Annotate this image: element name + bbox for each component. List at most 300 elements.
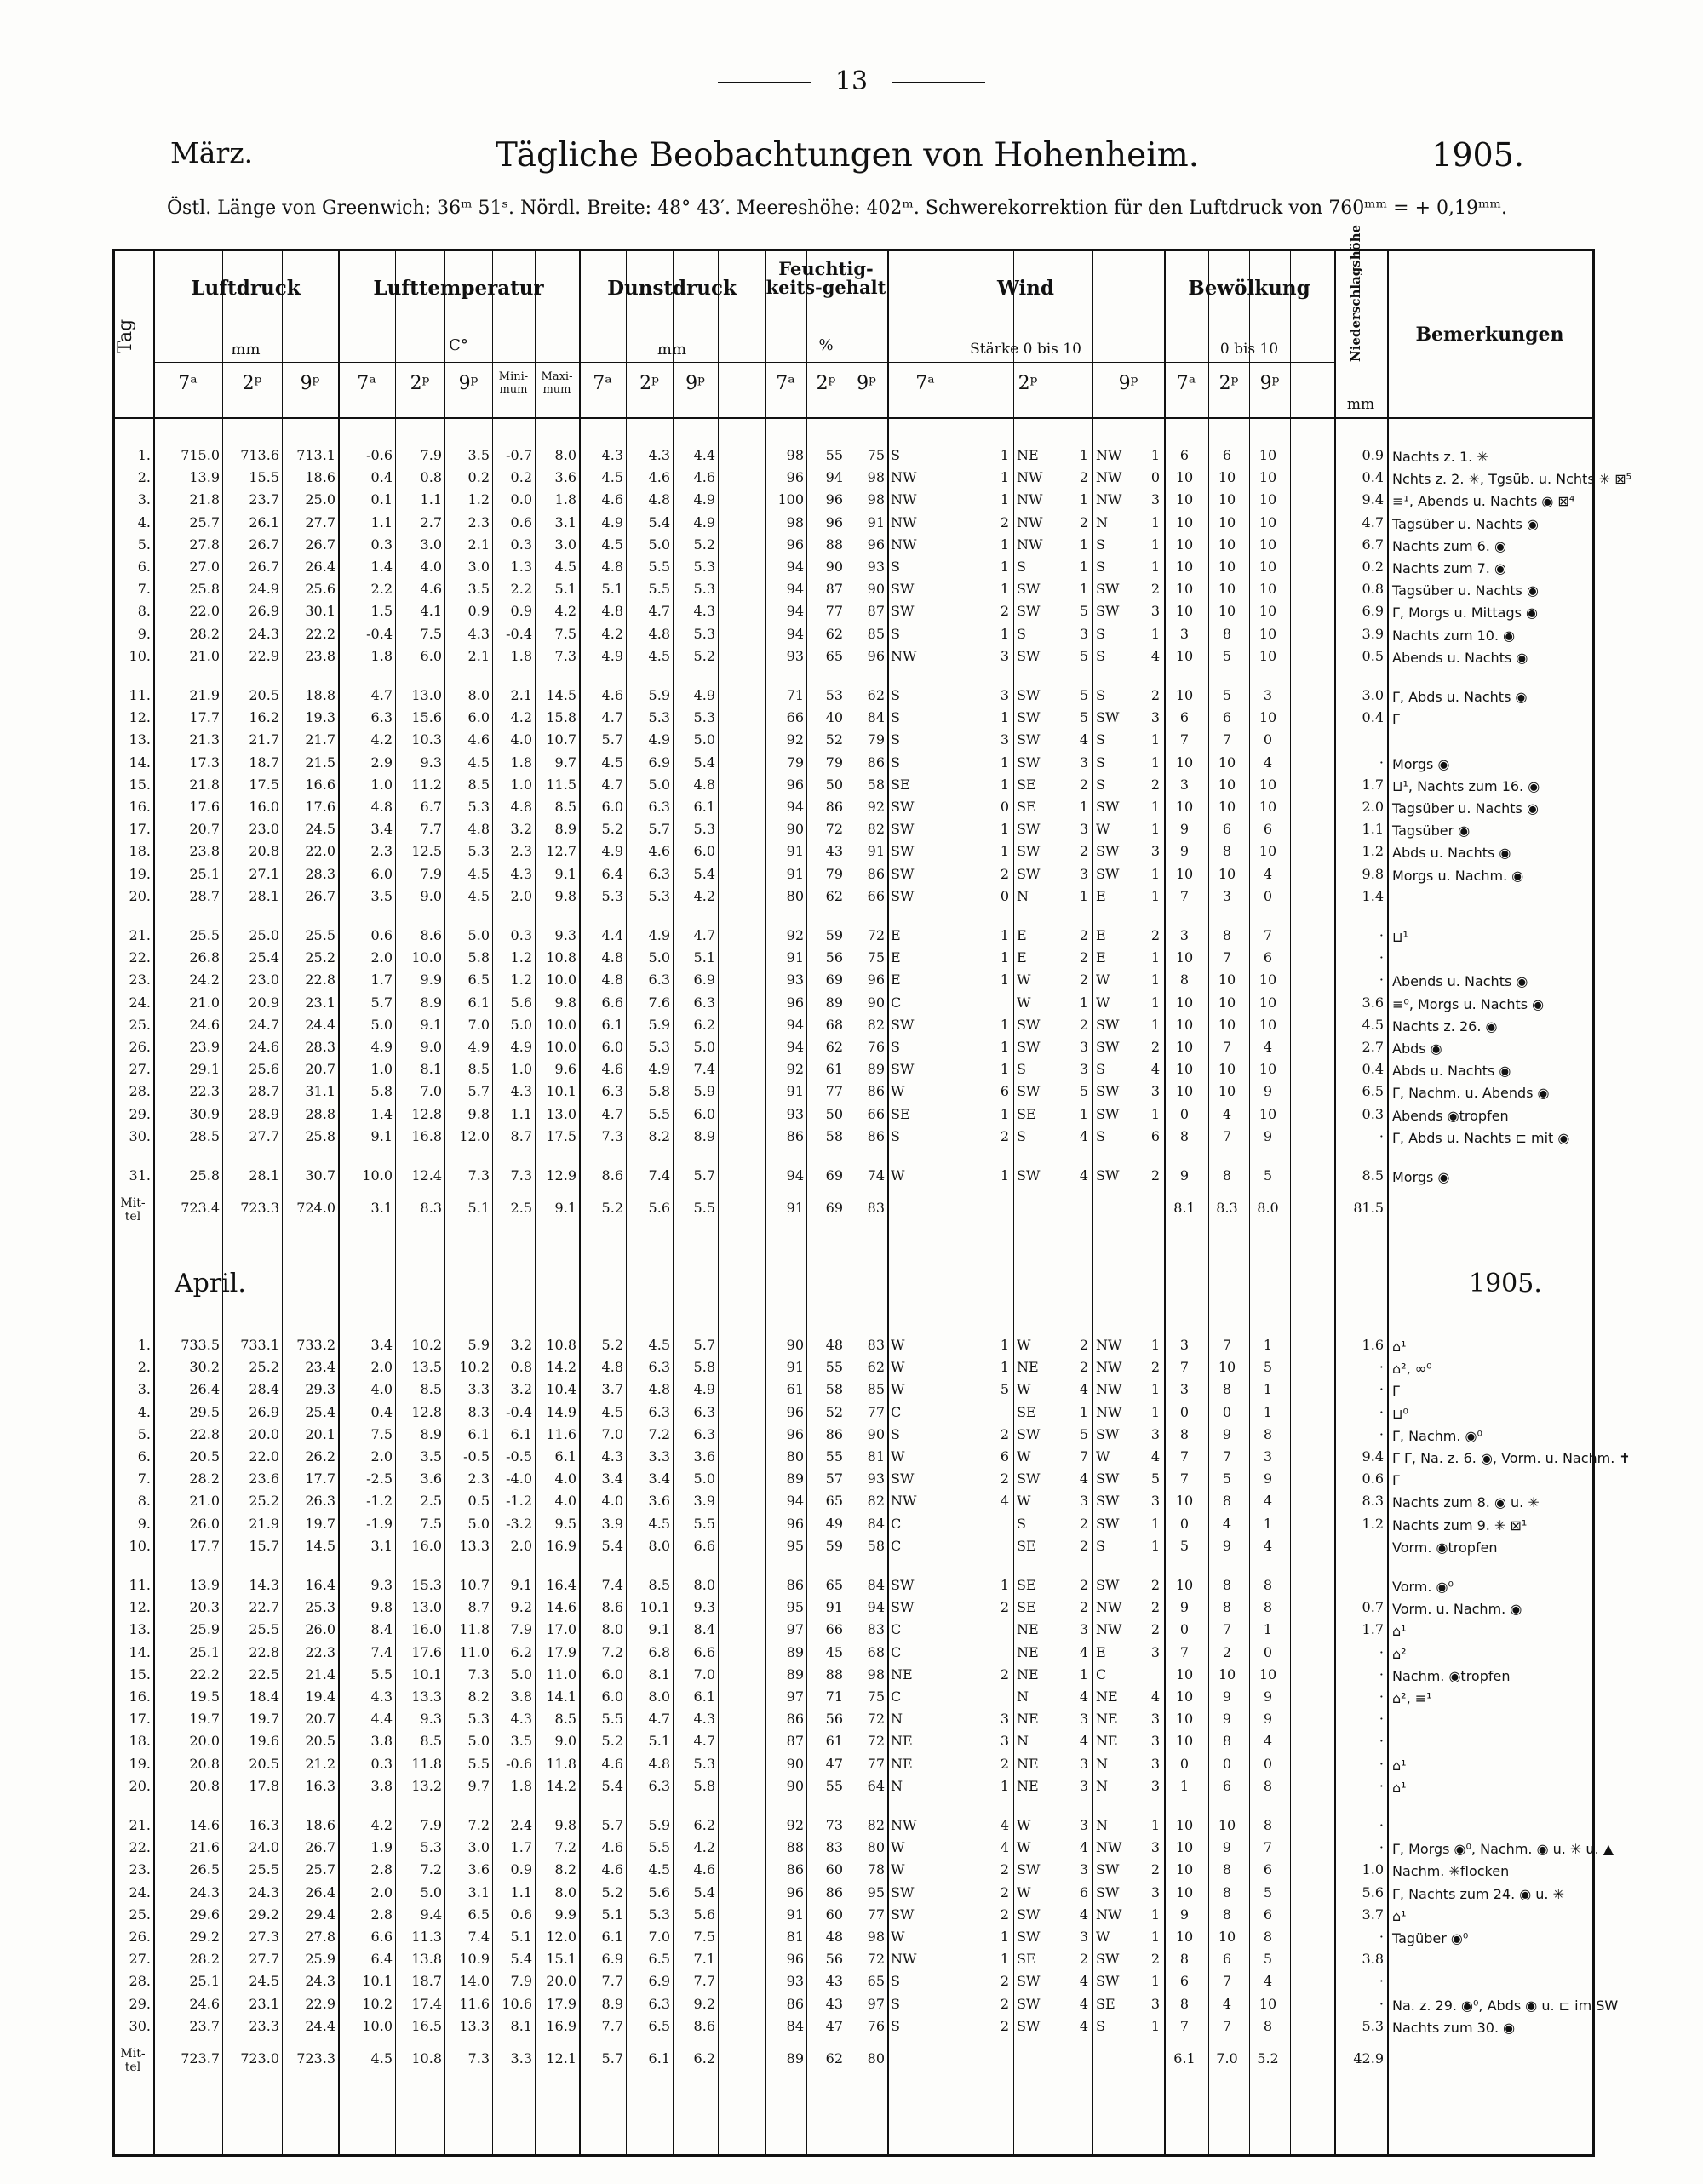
wind-2p-force: 3 [1079,1621,1088,1638]
luftdruck-7a: 21.9 [189,687,220,703]
temp-max: 9.1 [554,1200,576,1217]
feucht-2p: 65 [825,647,843,664]
temp-7a: 0.1 [370,491,393,508]
wind-7a-force: 3 [1000,1711,1009,1728]
feucht-9p: 64 [867,1777,885,1794]
wind-2p-dir: SW [1017,731,1041,748]
niederschlag: 0.3 [1362,1105,1384,1122]
wind-7a-force: 2 [1000,1470,1009,1488]
temp-2p: 9.1 [420,1016,442,1033]
wind-7a-force: 1 [1000,1105,1009,1122]
bew-2p: 7 [1222,2017,1232,2034]
wind-7a-force: 1 [1000,1929,1009,1945]
wind-9p-dir: S [1096,559,1105,575]
temp-max: 15.8 [546,709,576,726]
luftdruck-7a: 21.6 [189,1839,220,1856]
bew-2p: 7.0 [1216,2050,1238,2066]
temp-7a: -1.2 [366,1493,393,1510]
temp-max: 13.0 [546,1105,576,1122]
temp-min: 3.8 [510,1688,532,1705]
day-label: 25. [129,1906,151,1923]
day-label: 3. [137,1381,151,1398]
wind-9p-dir: S [1096,2017,1105,2034]
wind-2p-dir: S [1017,1515,1026,1532]
remark: Abds ◉ [1392,1040,1442,1057]
temp-min: 4.9 [510,1039,532,1055]
bew-7a: 7 [1179,1470,1190,1488]
wind-7a-dir: NW [891,536,917,553]
wind-2p-dir: W [1017,1883,1031,1900]
remark: Abends u. Nachts ◉ [1392,649,1528,666]
niederschlag: 9.4 [1362,491,1384,508]
dunst-7a: 5.5 [601,1711,623,1728]
niederschlag-header: Niederschlagshöhe [1348,224,1363,362]
dunst-9p: 6.0 [693,1105,715,1122]
dunst-2p: 3.6 [648,1493,670,1510]
temp-min: 2.0 [510,1537,532,1554]
luftdruck-2p: 18.7 [249,754,279,771]
temp-min: 2.5 [510,1200,532,1217]
feucht-7a: 96 [786,994,804,1011]
dunst-2p: 4.9 [648,1061,670,1078]
wind-2p-dir: SW [1017,1929,1041,1945]
bew-9p: 10 [1259,709,1277,726]
bew-9p: 10 [1259,799,1277,815]
temp-2p: 8.5 [420,1381,442,1398]
temp-2p: 12.5 [411,843,442,860]
feucht-2p: 56 [825,1951,843,1968]
niederschlag: 42.9 [1353,2050,1384,2066]
feucht-9p: 75 [867,447,885,463]
niederschlag: · [1379,1733,1384,1750]
day-label: 26. [129,1929,151,1945]
wind-2p-force: 5 [1079,647,1088,664]
wind-7a-force: 1 [1000,1337,1009,1353]
feucht-2p: 87 [825,581,843,598]
dunst-7a: 5.7 [601,1817,623,1833]
feucht-9p: 98 [867,469,885,486]
wind-7a-force: 1 [1000,625,1009,642]
wind-9p-force: 3 [1150,1425,1160,1442]
luftdruck-7a: 13.9 [189,1577,220,1593]
wind-9p-force: 2 [1150,1951,1160,1968]
feucht-9p: 82 [867,1016,885,1033]
wind-9p-dir: N [1096,1817,1108,1833]
bew-7a: 0 [1179,1403,1190,1420]
luftdruck-9p: 25.5 [305,927,335,943]
bew-7a: 9 [1179,1906,1190,1923]
wind-7a-dir: N [891,1777,903,1794]
wind-2p-dir: SW [1017,603,1041,620]
bew-2p: 10 [1218,1665,1236,1682]
wind-7a-force: 2 [1000,1425,1009,1442]
temp-9p: 4.5 [467,887,490,904]
temp-max: 9.0 [554,1733,576,1750]
luftdruck-2p: 20.8 [249,843,279,860]
feucht-7a: 96 [786,1883,804,1900]
remark: Γ [1392,1472,1400,1489]
luftdruck-9p: 19.7 [305,1515,335,1532]
luftdruck-2p: 19.7 [249,1711,279,1728]
luftdruck-9p: 30.1 [305,603,335,620]
feucht-9p: 66 [867,887,885,904]
wind-2p-force: 4 [1079,1973,1088,1990]
feucht-7a: 86 [786,1711,804,1728]
temp-2p: 11.2 [411,776,442,793]
temp-7a: 2.0 [370,949,393,966]
bew-2p: 10 [1218,1817,1236,1833]
wind-9p-force: 3 [1150,1883,1160,1900]
remark: Tagsüber u. Nachts ◉ [1392,582,1539,599]
temp-2p: 12.4 [411,1167,442,1184]
feucht-7a: 96 [786,1515,804,1532]
wind-2p-dir: W [1017,1493,1031,1510]
wind-9p-force: 2 [1150,687,1160,703]
bew-9p: 0 [1263,731,1273,748]
wind-9p-force: 1 [1150,559,1160,575]
wind-9p-dir: SW [1096,1493,1120,1510]
temp-9p: 4.8 [467,821,490,838]
bew-2p: 8 [1222,1906,1232,1923]
sub-header: 7ᵃ [1176,373,1196,394]
wind-9p-dir: E [1096,949,1106,966]
feucht-9p: 75 [867,1688,885,1705]
sub-header: 2ᵖ [639,373,659,394]
luftdruck-9p: 24.4 [305,2017,335,2034]
temp-max: 11.5 [546,776,576,793]
dunst-7a: 5.2 [601,1733,623,1750]
wind-9p-force: 2 [1150,776,1160,793]
wind-9p-force: 3 [1150,1777,1160,1794]
wind-2p-force: 2 [1079,927,1088,943]
remark: Na. z. 29. ◉⁰, Abds ◉ u. ⊏ im SW [1392,1997,1619,2014]
day-label: 28. [129,1973,151,1990]
remark: Abds u. Nachts ◉ [1392,845,1511,862]
wind-2p-dir: SW [1017,2017,1041,2034]
wind-2p-force: 1 [1079,1665,1088,1682]
wind-7a-dir: NE [891,1733,913,1750]
dunst-2p: 6.3 [648,1995,670,2012]
temp-2p: 13.8 [411,1951,442,1968]
luftdruck-9p: 25.3 [305,1599,335,1616]
feucht-7a: 80 [786,1448,804,1465]
niederschlag: 4.5 [1362,1016,1384,1033]
wind-2p-dir: SW [1017,754,1041,771]
dunstdruck-unit: mm [657,341,687,358]
bew-7a: 9 [1179,1599,1190,1616]
temp-9p: 7.3 [467,1665,490,1682]
temp-9p: 3.5 [467,447,490,463]
day-label: 19. [129,865,151,882]
day-label: 10. [129,1537,151,1554]
dunst-7a: 4.7 [601,1105,623,1122]
wind-2p-dir: S [1017,625,1026,642]
wind-7a-force: 5 [1000,1381,1009,1398]
day-label: 3. [137,491,151,508]
wind-2p-dir: SW [1017,1039,1041,1055]
remark: Abends u. Nachts ◉ [1392,973,1528,990]
bew-2p: 10 [1218,469,1236,486]
wind-2p-force: 2 [1079,1951,1088,1968]
bew-9p: 4 [1263,754,1273,771]
dunst-2p: 8.0 [648,1688,670,1705]
luftdruck-9p: 25.2 [305,949,335,966]
feucht-2p: 79 [825,865,843,882]
luftdruck-2p: 24.5 [249,1973,279,1990]
niederschlag: 1.7 [1362,776,1384,793]
wind-2p-dir: SE [1017,1403,1036,1420]
wind-2p-dir: W [1017,972,1031,989]
remark: Tagsüber ◉ [1392,823,1471,840]
luftdruck-7a: 19.7 [189,1711,220,1728]
wind-9p-dir: NW [1096,1403,1122,1420]
wind-9p-dir: W [1096,972,1110,989]
remark: Abds u. Nachts ◉ [1392,1063,1511,1080]
luftdruck-9p: 25.6 [305,581,335,598]
luftdruck-2p: 28.7 [249,1083,279,1100]
feucht-7a: 94 [786,799,804,815]
temp-max: 10.0 [546,972,576,989]
luftdruck-9p: 22.0 [305,843,335,860]
dunst-9p: 8.0 [693,1577,715,1593]
day-label: 23. [129,1861,151,1878]
wind-7a-force: 1 [1000,709,1009,726]
wind-7a-force: 1 [1000,1577,1009,1593]
temp-7a: 1.0 [370,776,393,793]
wind-7a-dir: SW [891,1061,915,1078]
temp-max: 3.6 [554,469,576,486]
bew-2p: 10 [1218,994,1236,1011]
dunst-2p: 9.1 [648,1621,670,1638]
luftdruck-7a: 14.6 [189,1817,220,1833]
wind-7a-force: 3 [1000,647,1009,664]
feucht-2p: 50 [825,1105,843,1122]
temp-min: 0.9 [510,603,532,620]
wind-9p-dir: S [1096,625,1105,642]
bew-2p: 6 [1222,709,1232,726]
wind-2p-dir: SW [1017,1995,1041,2012]
temp-max: 16.9 [546,1537,576,1554]
wind-unit: Stärke 0 bis 10 [970,341,1081,358]
temp-min: 2.4 [510,1817,532,1833]
bew-7a: 10 [1175,1817,1194,1833]
niederschlag: 1.1 [1362,821,1384,838]
feucht-7a: 94 [786,559,804,575]
temp-min: 0.0 [510,491,532,508]
wind-7a-force: 1 [1000,491,1009,508]
temp-2p: 2.5 [420,1493,442,1510]
temp-7a: 1.1 [370,513,393,530]
bew-2p: 8 [1222,1883,1232,1900]
wind-7a-dir: W [891,1381,905,1398]
temp-7a: 9.8 [370,1599,393,1616]
wind-7a-force: 3 [1000,731,1009,748]
feucht-2p: 56 [825,949,843,966]
luftdruck-9p: 21.5 [305,754,335,771]
wind-9p-dir: E [1096,1643,1106,1660]
feucht-2p: 79 [825,754,843,771]
wind-9p-dir: S [1096,1537,1105,1554]
temp-9p: 2.1 [467,647,490,664]
remark: ⌂¹ [1392,1623,1407,1640]
wind-2p-force: 1 [1079,559,1088,575]
remark: Nachm. ✳flocken [1392,1863,1510,1880]
wind-9p-force: 2 [1150,927,1160,943]
luftdruck-7a: 27.0 [189,559,220,575]
wind-7a-force: 6 [1000,1448,1009,1465]
bew-9p: 1 [1263,1403,1273,1420]
temp-max: 9.8 [554,994,576,1011]
dunst-9p: 9.3 [693,1599,715,1616]
bew-9p: 9 [1263,1470,1273,1488]
luftdruck-7a: 25.8 [189,1167,220,1184]
dunst-9p: 5.9 [693,1083,715,1100]
day-label: 18. [129,1733,151,1750]
remark: Nachts zum 10. ◉ [1392,627,1516,644]
wind-2p-dir: SW [1017,1083,1041,1100]
dunst-7a: 4.6 [601,687,623,703]
niederschlag: · [1379,1665,1384,1682]
temp-9p: 6.0 [467,709,490,726]
wind-7a-force: 1 [1000,754,1009,771]
temp-2p: 5.3 [420,1839,442,1856]
bew-9p: 5 [1263,1167,1273,1184]
wind-9p-force: 2 [1150,581,1160,598]
luftdruck-2p: 14.3 [249,1577,279,1593]
wind-9p-dir: NW [1096,1337,1122,1353]
wind-7a-dir: S [891,1995,900,2012]
column-rule [1013,251,1014,2154]
bew-7a: 10 [1175,581,1194,598]
luftdruck-2p: 18.4 [249,1688,279,1705]
temp-min: 0.3 [510,927,532,943]
wind-7a-dir: NW [891,1817,917,1833]
feucht-7a: 84 [786,2017,804,2034]
temp-max: 15.1 [546,1951,576,1968]
dunst-9p: 9.2 [693,1995,715,2012]
wind-2p-dir: SE [1017,1577,1036,1593]
wind-2p-dir: SE [1017,776,1036,793]
wind-9p-force: 4 [1150,1688,1160,1705]
day-label: 6. [137,559,151,575]
wind-9p-dir: SW [1096,709,1120,726]
luftdruck-7a: 29.6 [189,1906,220,1923]
wind-header: Wind [997,277,1054,300]
luftdruck-2p: 28.4 [249,1381,279,1398]
temp-7a: 4.0 [370,1381,393,1398]
temp-9p: 6.1 [467,1425,490,1442]
temp-2p: 8.1 [420,1061,442,1078]
luftdruck-7a: 17.7 [189,1537,220,1554]
dunst-9p: 6.2 [693,1016,715,1033]
feucht-9p: 93 [867,559,885,575]
dunst-2p: 7.0 [648,1929,670,1945]
bew-7a: 8 [1179,1951,1190,1968]
luftdruck-2p: 28.9 [249,1105,279,1122]
bew-9p: 9 [1263,1127,1273,1144]
temp-9p: 5.3 [467,799,490,815]
temp-min: 8.7 [510,1127,532,1144]
bew-2p: 7 [1222,731,1232,748]
bew-2p: 6 [1222,821,1232,838]
wind-9p-dir: S [1096,687,1105,703]
wind-2p-dir: E [1017,949,1027,966]
wind-2p-force: 2 [1079,1577,1088,1593]
wind-2p-force: 2 [1079,776,1088,793]
temp-2p: 9.0 [420,887,442,904]
sub-header: Maxi-mum [541,370,573,396]
sub-header: 7ᵃ [776,373,795,394]
temp-max: 17.9 [546,1995,576,2012]
luftdruck-7a: 24.2 [189,972,220,989]
wind-7a-dir: SW [891,1883,915,1900]
temp-9p: 1.2 [467,491,490,508]
day-label: 24. [129,1883,151,1900]
dunst-7a: 4.3 [601,447,623,463]
temp-7a: 2.3 [370,843,393,860]
dunst-7a: 7.7 [601,2017,623,2034]
wind-7a-dir: SW [891,1470,915,1488]
wind-9p-force: 1 [1150,1403,1160,1420]
wind-9p-force: 2 [1150,1621,1160,1638]
temp-2p: 7.9 [420,1817,442,1833]
bew-2p: 10 [1218,776,1236,793]
dunst-7a: 8.6 [601,1599,623,1616]
wind-7a-force: 2 [1000,603,1009,620]
wind-2p-force: 4 [1079,1839,1088,1856]
temp-7a: 8.4 [370,1621,393,1638]
remark: Tagsüber u. Nachts ◉ [1392,800,1539,817]
niederschlag: · [1379,1973,1384,1990]
temp-max: 10.8 [546,1337,576,1353]
temp-7a: 1.8 [370,647,393,664]
bew-7a: 9 [1179,821,1190,838]
dunst-2p: 4.5 [648,1861,670,1878]
wind-2p-force: 3 [1079,1755,1088,1772]
wind-2p-force: 5 [1079,1083,1088,1100]
day-label: 27. [129,1061,151,1078]
bew-2p: 7 [1222,1621,1232,1638]
dunst-2p: 7.6 [648,994,670,1011]
day-label: 18. [129,843,151,860]
wind-2p-dir: W [1017,1817,1031,1833]
temp-max: 7.5 [554,625,576,642]
dunst-9p: 7.5 [693,1929,715,1945]
luftdruck-7a: 20.8 [189,1755,220,1772]
feucht-2p: 68 [825,1016,843,1033]
temp-7a: 0.4 [370,469,393,486]
luftdruck-9p: 16.4 [305,1577,335,1593]
temp-7a: 2.0 [370,1448,393,1465]
temp-7a: 7.5 [370,1425,393,1442]
wind-9p-dir: NE [1096,1711,1118,1728]
luftdruck-9p: 16.6 [305,776,335,793]
dunst-2p: 3.4 [648,1470,670,1488]
luftdruck-9p: 26.7 [305,536,335,553]
temp-max: 17.5 [546,1127,576,1144]
niederschlag: 0.4 [1362,469,1384,486]
temp-9p: 10.9 [459,1951,490,1968]
dunst-9p: 5.3 [693,821,715,838]
temp-7a: 1.4 [370,1105,393,1122]
niederschlag: 0.9 [1362,447,1384,463]
temp-7a: 4.5 [370,2050,393,2066]
bew-7a: 10 [1175,1711,1194,1728]
feucht-9p: 86 [867,865,885,882]
wind-2p-dir: N [1017,1688,1029,1705]
wind-7a-force: 3 [1000,1733,1009,1750]
niederschlag: 1.6 [1362,1337,1384,1353]
